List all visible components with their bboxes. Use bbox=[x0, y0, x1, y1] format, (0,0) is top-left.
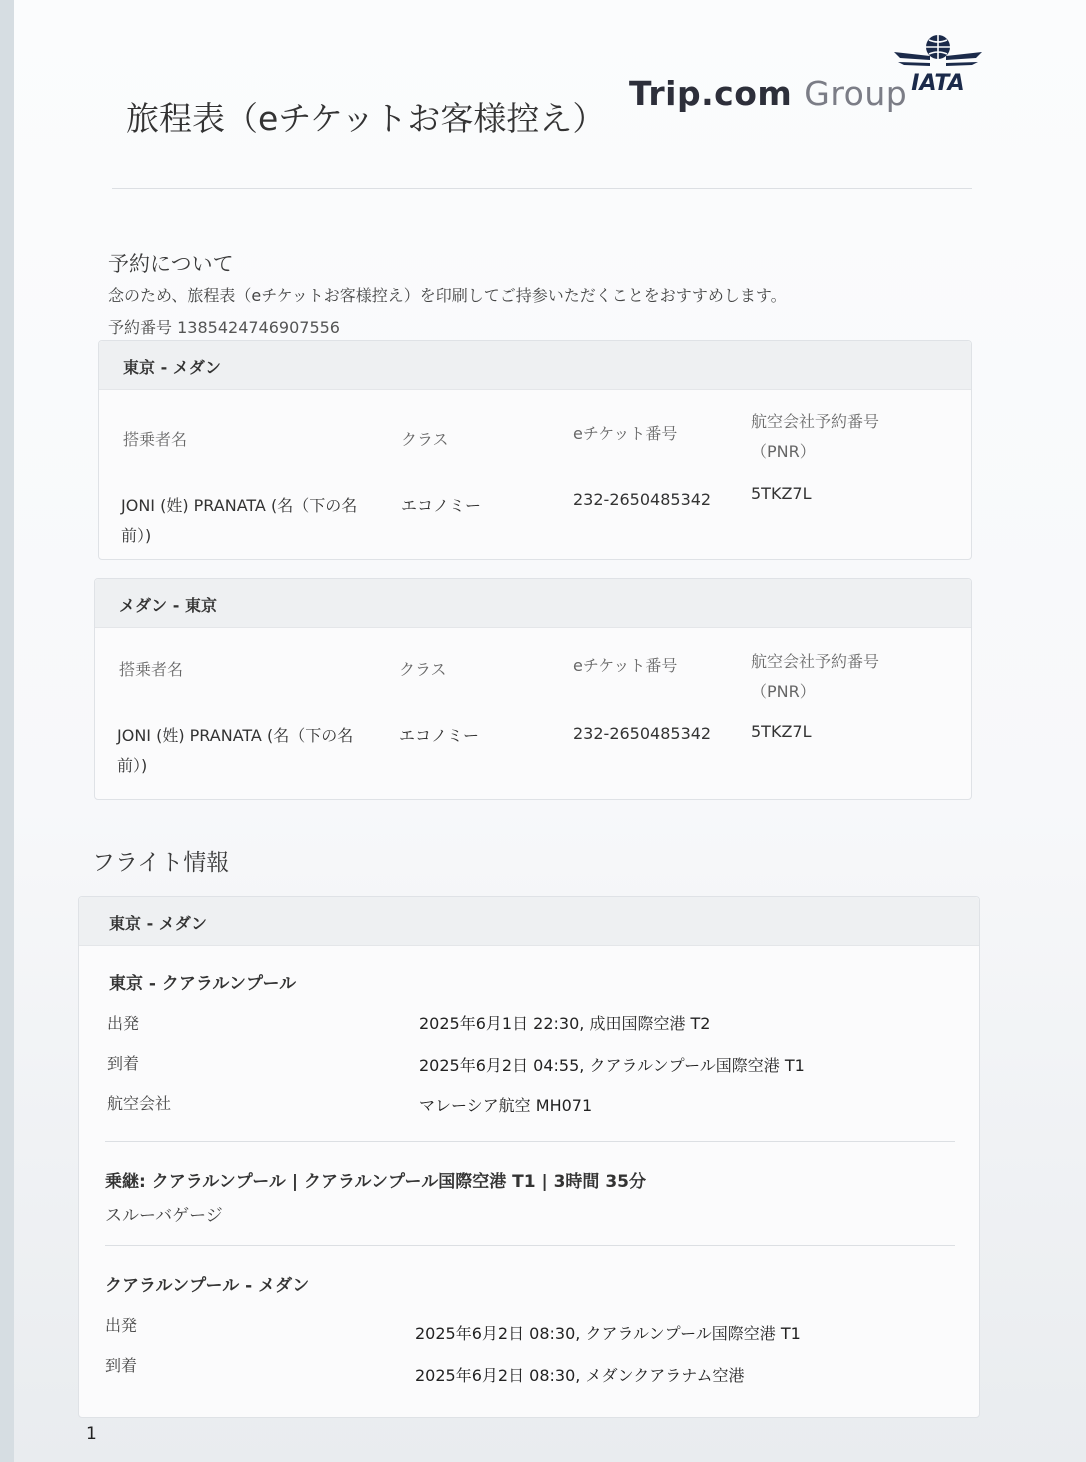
passenger-name: JONI (姓) PRANATA (名（下の名前）) bbox=[121, 496, 358, 545]
seg1-departure-label: 出発 bbox=[107, 1014, 140, 1033]
eticket-number: 232-2650485342 bbox=[573, 724, 712, 743]
seg2-departure-value: 2025年6月2日 08:30, クアラルンプール国際空港 T1 bbox=[415, 1324, 801, 1343]
pnr-value: 5TKZ7L bbox=[751, 722, 812, 741]
transfer-info: 乗継: クアラルンプール | クアラルンプール国際空港 T1 | 3時間 35分 bbox=[105, 1172, 646, 1192]
ticket-card-return bbox=[94, 578, 972, 800]
booking-heading: 予約について bbox=[108, 252, 234, 276]
col-pnr: 航空会社予約番号（PNR） bbox=[751, 652, 880, 701]
seg1-airline-label: 航空会社 bbox=[107, 1094, 172, 1113]
seg1-airline-value: マレーシア航空 MH071 bbox=[419, 1096, 593, 1115]
col-pnr: 航空会社予約番号（PNR） bbox=[751, 412, 880, 461]
iata-logo bbox=[890, 32, 986, 96]
booking-number-label: 予約番号 bbox=[108, 318, 173, 337]
col-class: クラス bbox=[399, 660, 447, 679]
ticket-class: エコノミー bbox=[401, 496, 482, 515]
passenger-name: JONI (姓) PRANATA (名（下の名前）) bbox=[117, 726, 354, 775]
ticket-class: エコノミー bbox=[399, 726, 480, 745]
segment-divider bbox=[105, 1141, 955, 1142]
col-eticket: eチケット番号 bbox=[573, 656, 678, 675]
ticket-card-header bbox=[99, 341, 971, 390]
seg2-arrival-value: 2025年6月2日 08:30, メダンクアラナム空港 bbox=[415, 1366, 745, 1385]
flight-heading: フライト情報 bbox=[92, 850, 230, 876]
brand-group: Group bbox=[804, 74, 908, 113]
eticket-number: 232-2650485342 bbox=[573, 490, 712, 509]
col-passenger: 搭乗者名 bbox=[119, 660, 184, 679]
seg1-departure-value: 2025年6月1日 22:30, 成田国際空港 T2 bbox=[419, 1014, 711, 1033]
page-title: 旅程表（eチケットお客様控え） bbox=[126, 99, 606, 138]
col-passenger: 搭乗者名 bbox=[123, 430, 188, 449]
flight-card bbox=[78, 896, 980, 1418]
ticket-card-outbound bbox=[98, 340, 972, 560]
segment2-title: クアラルンプール - メダン bbox=[105, 1276, 310, 1296]
through-baggage: スルーバゲージ bbox=[105, 1206, 223, 1226]
flight-route: 東京 - メダン bbox=[109, 914, 207, 933]
ticket-card-header bbox=[95, 579, 971, 628]
seg1-arrival-value: 2025年6月2日 04:55, クアラルンプール国際空港 T1 bbox=[419, 1056, 805, 1075]
booking-number bbox=[108, 315, 340, 338]
tripcom-logo bbox=[629, 74, 907, 113]
col-class: クラス bbox=[401, 430, 449, 449]
booking-number-value: 1385424746907556 bbox=[177, 318, 340, 337]
segment-divider bbox=[105, 1245, 955, 1246]
ticket-route: メダン - 東京 bbox=[119, 596, 217, 615]
flight-card-header bbox=[79, 897, 979, 946]
segment1-title: 東京 - クアラルンプール bbox=[109, 974, 297, 994]
seg2-arrival-label: 到着 bbox=[105, 1356, 138, 1375]
ticket-route: 東京 - メダン bbox=[123, 358, 221, 377]
brand-trip: Trip bbox=[629, 74, 702, 113]
brand-com: .com bbox=[701, 74, 793, 113]
iata-text: IATA bbox=[911, 71, 965, 96]
pnr-value: 5TKZ7L bbox=[751, 484, 812, 503]
seg1-arrival-label: 到着 bbox=[107, 1054, 140, 1073]
header-divider bbox=[112, 188, 972, 189]
booking-notice: 念のため、旅程表（eチケットお客様控え）を印刷してご持参いただくことをおすすめします。 bbox=[108, 286, 787, 305]
itinerary-sheet bbox=[14, 0, 1086, 1462]
page-number: 1 bbox=[86, 1424, 97, 1444]
col-eticket: eチケット番号 bbox=[573, 424, 678, 443]
seg2-departure-label: 出発 bbox=[105, 1316, 138, 1335]
